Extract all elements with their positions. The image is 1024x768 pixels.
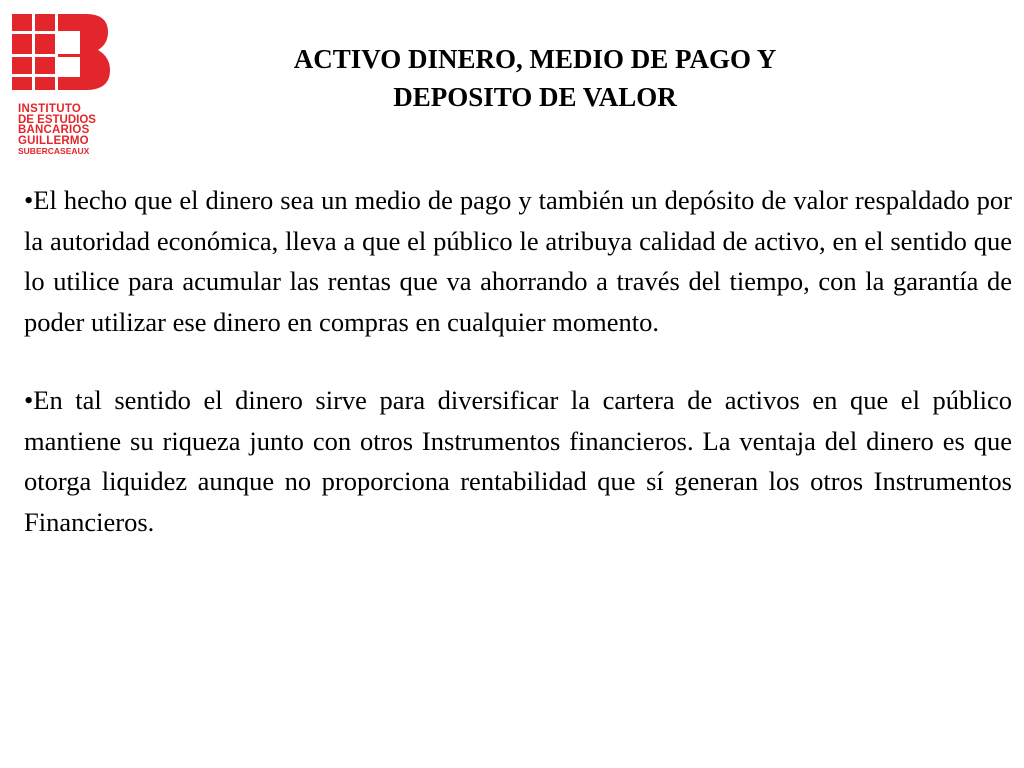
logo-text-line-2: DE ESTUDIOS — [18, 113, 96, 126]
institute-logo — [8, 12, 112, 160]
logo-text-line-4: GUILLERMO — [18, 134, 89, 147]
slide-body — [24, 180, 1012, 580]
logo-text-line-3: BANCARIOS — [18, 124, 90, 136]
logo-text — [18, 104, 118, 157]
slide-title-line-1: ACTIVO DINERO, MEDIO DE PAGO Y — [293, 44, 777, 74]
logo-text-line-5: SUBERCASEAUX — [18, 146, 90, 156]
bullet-paragraph-1: •El hecho que el dinero sea un medio de pago y también un depósito de valor respaldado por la autoridad económica, lleva a que el público le atribuya calidad de activo, en el sentido que lo utilice para acumular las rentas que va ahorrando a través del tiempo, con la garantía de poder utilizar ese dinero en compras en cualquier momento. — [24, 185, 1012, 337]
slide-title-line-2: DEPOSITO DE VALOR — [393, 82, 677, 112]
slide-title — [180, 40, 890, 116]
bullet-paragraph-2: •En tal sentido el dinero sirve para diversificar la cartera de activos en que el público mantiene su riqueza junto con otros Instrumentos financieros. La ventaja del dinero es que otorga liquidez aunque no proporciona rentabilidad que sí generan los otros Instrumentos Financieros. — [24, 385, 1012, 537]
logo-text-line-1: INSTITUTO — [18, 103, 82, 115]
ieb-logo-icon — [8, 12, 112, 92]
